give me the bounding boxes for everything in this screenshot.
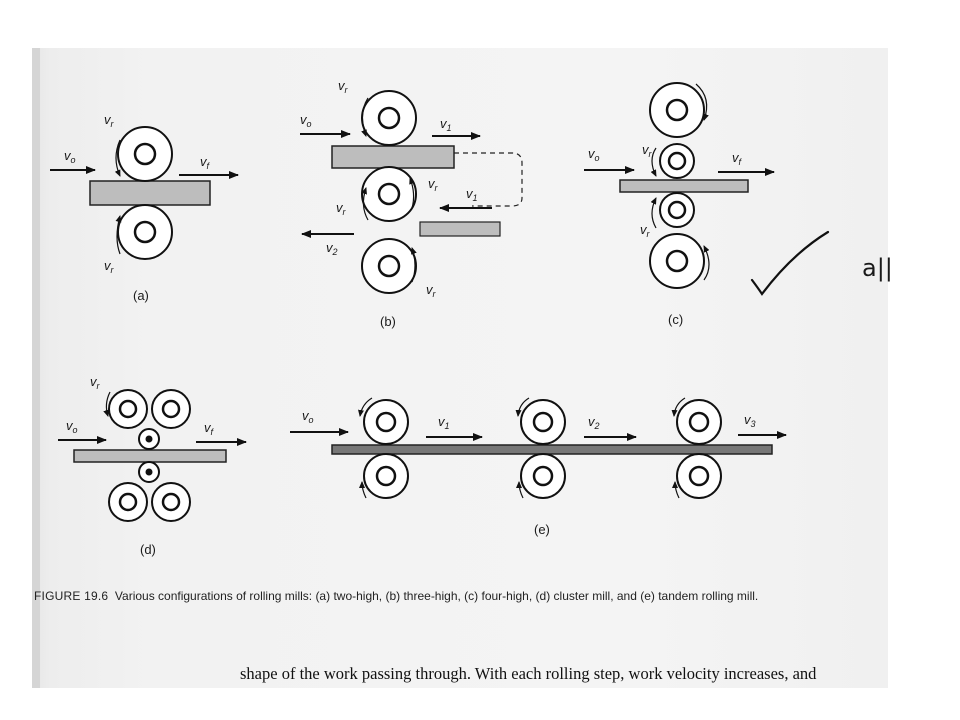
svg-text:v3: $v_3$ bbox=[744, 412, 756, 429]
workpiece-d bbox=[74, 450, 226, 462]
roll-mid-b bbox=[362, 167, 416, 221]
workpiece-e bbox=[332, 445, 772, 454]
stand-3-bottom-e bbox=[677, 454, 721, 498]
svg-text:vr: $v_r$ bbox=[104, 112, 114, 129]
figure-number: FIGURE 19.6 bbox=[34, 589, 109, 603]
roll-top-b bbox=[362, 91, 416, 145]
panel-label-c: (c) bbox=[668, 312, 684, 327]
caption-text: Various configurations of rolling mills: (a) two-high, (b) three-high, (c) four-high, (d) cluster mill, and (e) tandem rolling mill. bbox=[114, 589, 759, 603]
svg-text:vr: $v_r$ bbox=[428, 176, 438, 193]
handwritten-note: a|| bbox=[862, 254, 893, 282]
cluster-roll-2-d bbox=[152, 390, 190, 428]
label-vo-a: o bbox=[70, 155, 76, 165]
svg-text:vr: $v_r$ bbox=[336, 200, 346, 217]
work-roll-top-c bbox=[660, 144, 694, 178]
svg-text:v2: $v_2$ bbox=[326, 240, 338, 257]
work-roll-top-d bbox=[139, 429, 159, 449]
backup-roll-top-c bbox=[650, 83, 704, 137]
panel-a-two-high bbox=[50, 112, 238, 303]
handwritten-check-mark bbox=[752, 232, 828, 294]
stand-3-top-e bbox=[677, 400, 721, 444]
panel-e-tandem-mill bbox=[290, 398, 786, 537]
roll-bottom-b bbox=[362, 239, 416, 293]
svg-text:vo: $v_o$ bbox=[66, 418, 78, 435]
panel-label-d: (d) bbox=[140, 542, 156, 557]
svg-text:vf: $v_f$ bbox=[200, 154, 210, 171]
workpiece-a bbox=[90, 181, 210, 205]
cluster-roll-1-d bbox=[109, 390, 147, 428]
svg-text:vr: $v_r$ bbox=[338, 78, 348, 95]
svg-text:vr: $v_r$ bbox=[642, 142, 652, 159]
panel-c-four-high bbox=[584, 83, 774, 327]
svg-text:vo: $v_o$ bbox=[302, 408, 314, 425]
svg-text:v1: $v_1$ bbox=[438, 414, 450, 431]
stand-1-bottom-e bbox=[364, 454, 408, 498]
svg-text:vr: $v_r$ bbox=[90, 374, 100, 391]
cluster-roll-3-d bbox=[109, 483, 147, 521]
svg-text:vo: $v_o$ bbox=[64, 148, 76, 165]
scanned-page bbox=[32, 48, 893, 688]
svg-text:v2: $v_2$ bbox=[588, 414, 600, 431]
svg-text:v1: $v_1$ bbox=[440, 116, 452, 133]
stand-1-top-e bbox=[364, 400, 408, 444]
figure-caption bbox=[32, 588, 854, 605]
body-text-line: shape of the work passing through. With each rolling step, work velocity increases, and bbox=[240, 664, 817, 683]
svg-text:vr: $v_r$ bbox=[104, 258, 114, 275]
svg-text:vf: $v_f$ bbox=[732, 150, 742, 167]
workpiece-b-top bbox=[332, 146, 454, 168]
roll-top-a bbox=[118, 127, 172, 181]
panel-b-three-high bbox=[300, 78, 522, 329]
panel-label-a: (a) bbox=[133, 288, 149, 303]
rolling-mills-figure bbox=[32, 48, 893, 588]
svg-text:vo: $v_o$ bbox=[588, 146, 600, 163]
cluster-roll-4-d bbox=[152, 483, 190, 521]
workpiece-b-return bbox=[420, 222, 500, 236]
work-roll-bottom-d bbox=[139, 462, 159, 482]
svg-text:vf: $v_f$ bbox=[204, 420, 214, 437]
roll-bottom-a bbox=[118, 205, 172, 259]
svg-text:vr: $v_r$ bbox=[640, 222, 650, 239]
workpiece-c bbox=[620, 180, 748, 192]
work-roll-bottom-c bbox=[660, 193, 694, 227]
svg-text:v1: $v_1$ bbox=[466, 186, 478, 203]
panel-label-e: (e) bbox=[534, 522, 550, 537]
stand-2-bottom-e bbox=[521, 454, 565, 498]
panel-label-b: (b) bbox=[380, 314, 396, 329]
svg-text:vr: $v_r$ bbox=[426, 282, 436, 299]
svg-text:vo: $v_o$ bbox=[300, 112, 312, 129]
backup-roll-bottom-c bbox=[650, 234, 704, 288]
panel-d-cluster-mill bbox=[58, 374, 246, 557]
stand-2-top-e bbox=[521, 400, 565, 444]
